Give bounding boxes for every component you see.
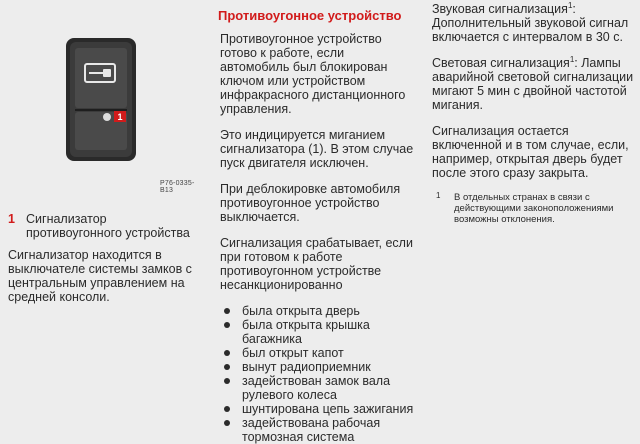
middle-body <box>220 32 414 444</box>
paragraph-trigger: Сигнализация срабатывает, если при готовом к работе противоугонном устройстве несанкционированно <box>220 236 413 292</box>
trigger-conditions-list <box>220 304 414 444</box>
led-indicator <box>103 113 111 121</box>
indicator-location-paragraph: Сигнализатор находится в выключателе системы замков с центральным управлением на средней консоли. <box>8 248 192 304</box>
paragraph-indication: Это индицируется миганием сигнализатора (1). В этом случае пуск двигателя исключен. <box>220 128 414 170</box>
footnote-ref: 1 <box>567 0 573 10</box>
paragraph-alarm-persists: Сигнализация остается включенной и в том случае, если, например, открытая дверь будет после этого сразу закрыта. <box>432 124 629 180</box>
audible-alarm-text: : Дополнительный звуковой сигнал включается с интервалом в 30 с. <box>432 2 629 44</box>
paragraph-ready: Противоугонное устройство готово к работе, если автомобиль был блокирован ключом или устройством инфракрасного дистанционного управления. <box>220 32 406 116</box>
section-title: Противоугонное устройство <box>218 8 402 23</box>
figure-code: P76-0335-B13 <box>160 180 195 194</box>
list-item: была открыта дверь <box>220 304 414 318</box>
visual-alarm-lead: Световая сигнализация <box>432 56 570 70</box>
paragraph-unlock: При деблокировке автомобиля противоугонное устройство выключается. <box>220 182 401 224</box>
footnote-text: В отдельных странах в связи с действующими законоположениями возможны отклонения. <box>454 192 614 225</box>
footnote <box>432 192 636 225</box>
list-item: шунтирована цепь зажигания <box>220 402 414 416</box>
list-item: задействован замок вала рулевого колеса <box>220 374 414 402</box>
list-item: была открыта крышка багажника <box>220 318 414 346</box>
paragraph-visual-alarm <box>432 56 636 112</box>
figure-caption <box>8 212 198 240</box>
paragraph-audible-alarm <box>432 2 636 44</box>
footnote-mark: 1 <box>436 191 441 200</box>
list-item: вынут радиоприемник <box>220 360 414 374</box>
right-body <box>432 2 636 225</box>
callout-badge-number: 1 <box>117 112 123 122</box>
caption-number: 1 <box>8 212 15 226</box>
list-item: был открыт капот <box>220 346 414 360</box>
caption-text: Сигнализатор противоугонного устройства <box>26 212 190 240</box>
footnote-ref: 1 <box>569 54 575 64</box>
audible-alarm-lead: Звуковая сигнализация <box>432 2 568 16</box>
list-item: задействована рабочая тормозная система <box>220 416 414 444</box>
visual-alarm-text: : Лампы аварийной световой сигнализации мигают 5 мин с двойной частотой мигания. <box>432 56 634 112</box>
signal-switch-illustration <box>0 0 200 200</box>
lock-rocker-top <box>75 48 127 108</box>
